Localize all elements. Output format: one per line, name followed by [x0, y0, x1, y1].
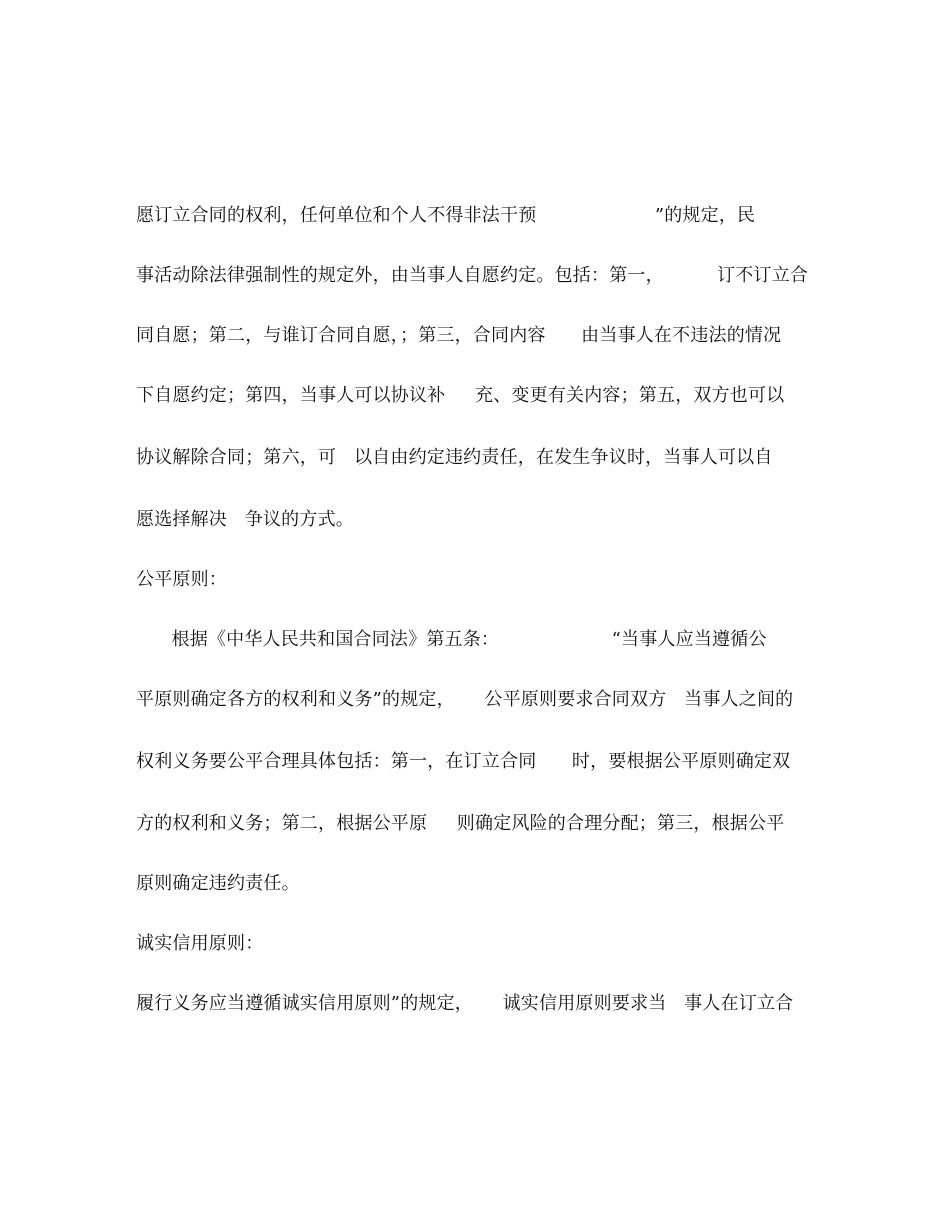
- paragraph-line: 权利义务要公平合理具体包括：第一，在订立合同 时，要根据公平原则确定双: [136, 751, 791, 772]
- section-heading-fairness: 公平原则：: [136, 569, 227, 590]
- paragraph-line: 愿选择解决 争议的方式。: [136, 509, 354, 530]
- paragraph-line: 平原则确定各方的权利和义务”的规定， 公平原则要求合同双方 当事人之间的: [136, 689, 794, 710]
- paragraph-line: 同自愿；第二，与谁订合同自愿，；第三，合同内容 由当事人在不违法的情况: [136, 325, 782, 346]
- paragraph-line: 协议解除合同；第六，可 以自由约定违约责任，在发生争议时，当事人可以自: [136, 447, 773, 468]
- paragraph-line: 愿订立合同的权利，任何单位和个人不得非法干预 ”的规定，民: [136, 205, 756, 226]
- paragraph-line: 方的权利和义务；第二，根据公平原 则确定风险的合理分配；第三，根据公平: [136, 813, 785, 834]
- section-heading-good-faith: 诚实信用原则：: [136, 933, 264, 954]
- paragraph-line: 根据《中华人民共和国合同法》第五条： “当事人应当遵循公: [136, 629, 767, 650]
- paragraph-line: 事活动除法律强制性的规定外，由当事人自愿约定。包括：第一， 订不订立合: [136, 265, 809, 286]
- paragraph-line: 下自愿约定；第四，当事人可以协议补 充、变更有关内容；第五，双方也可以: [136, 385, 785, 406]
- paragraph-line: 原则确定违约责任。: [136, 873, 300, 894]
- paragraph-line: 履行义务应当遵循诚实信用原则”的规定， 诚实信用原则要求当 事人在订立合: [136, 993, 794, 1014]
